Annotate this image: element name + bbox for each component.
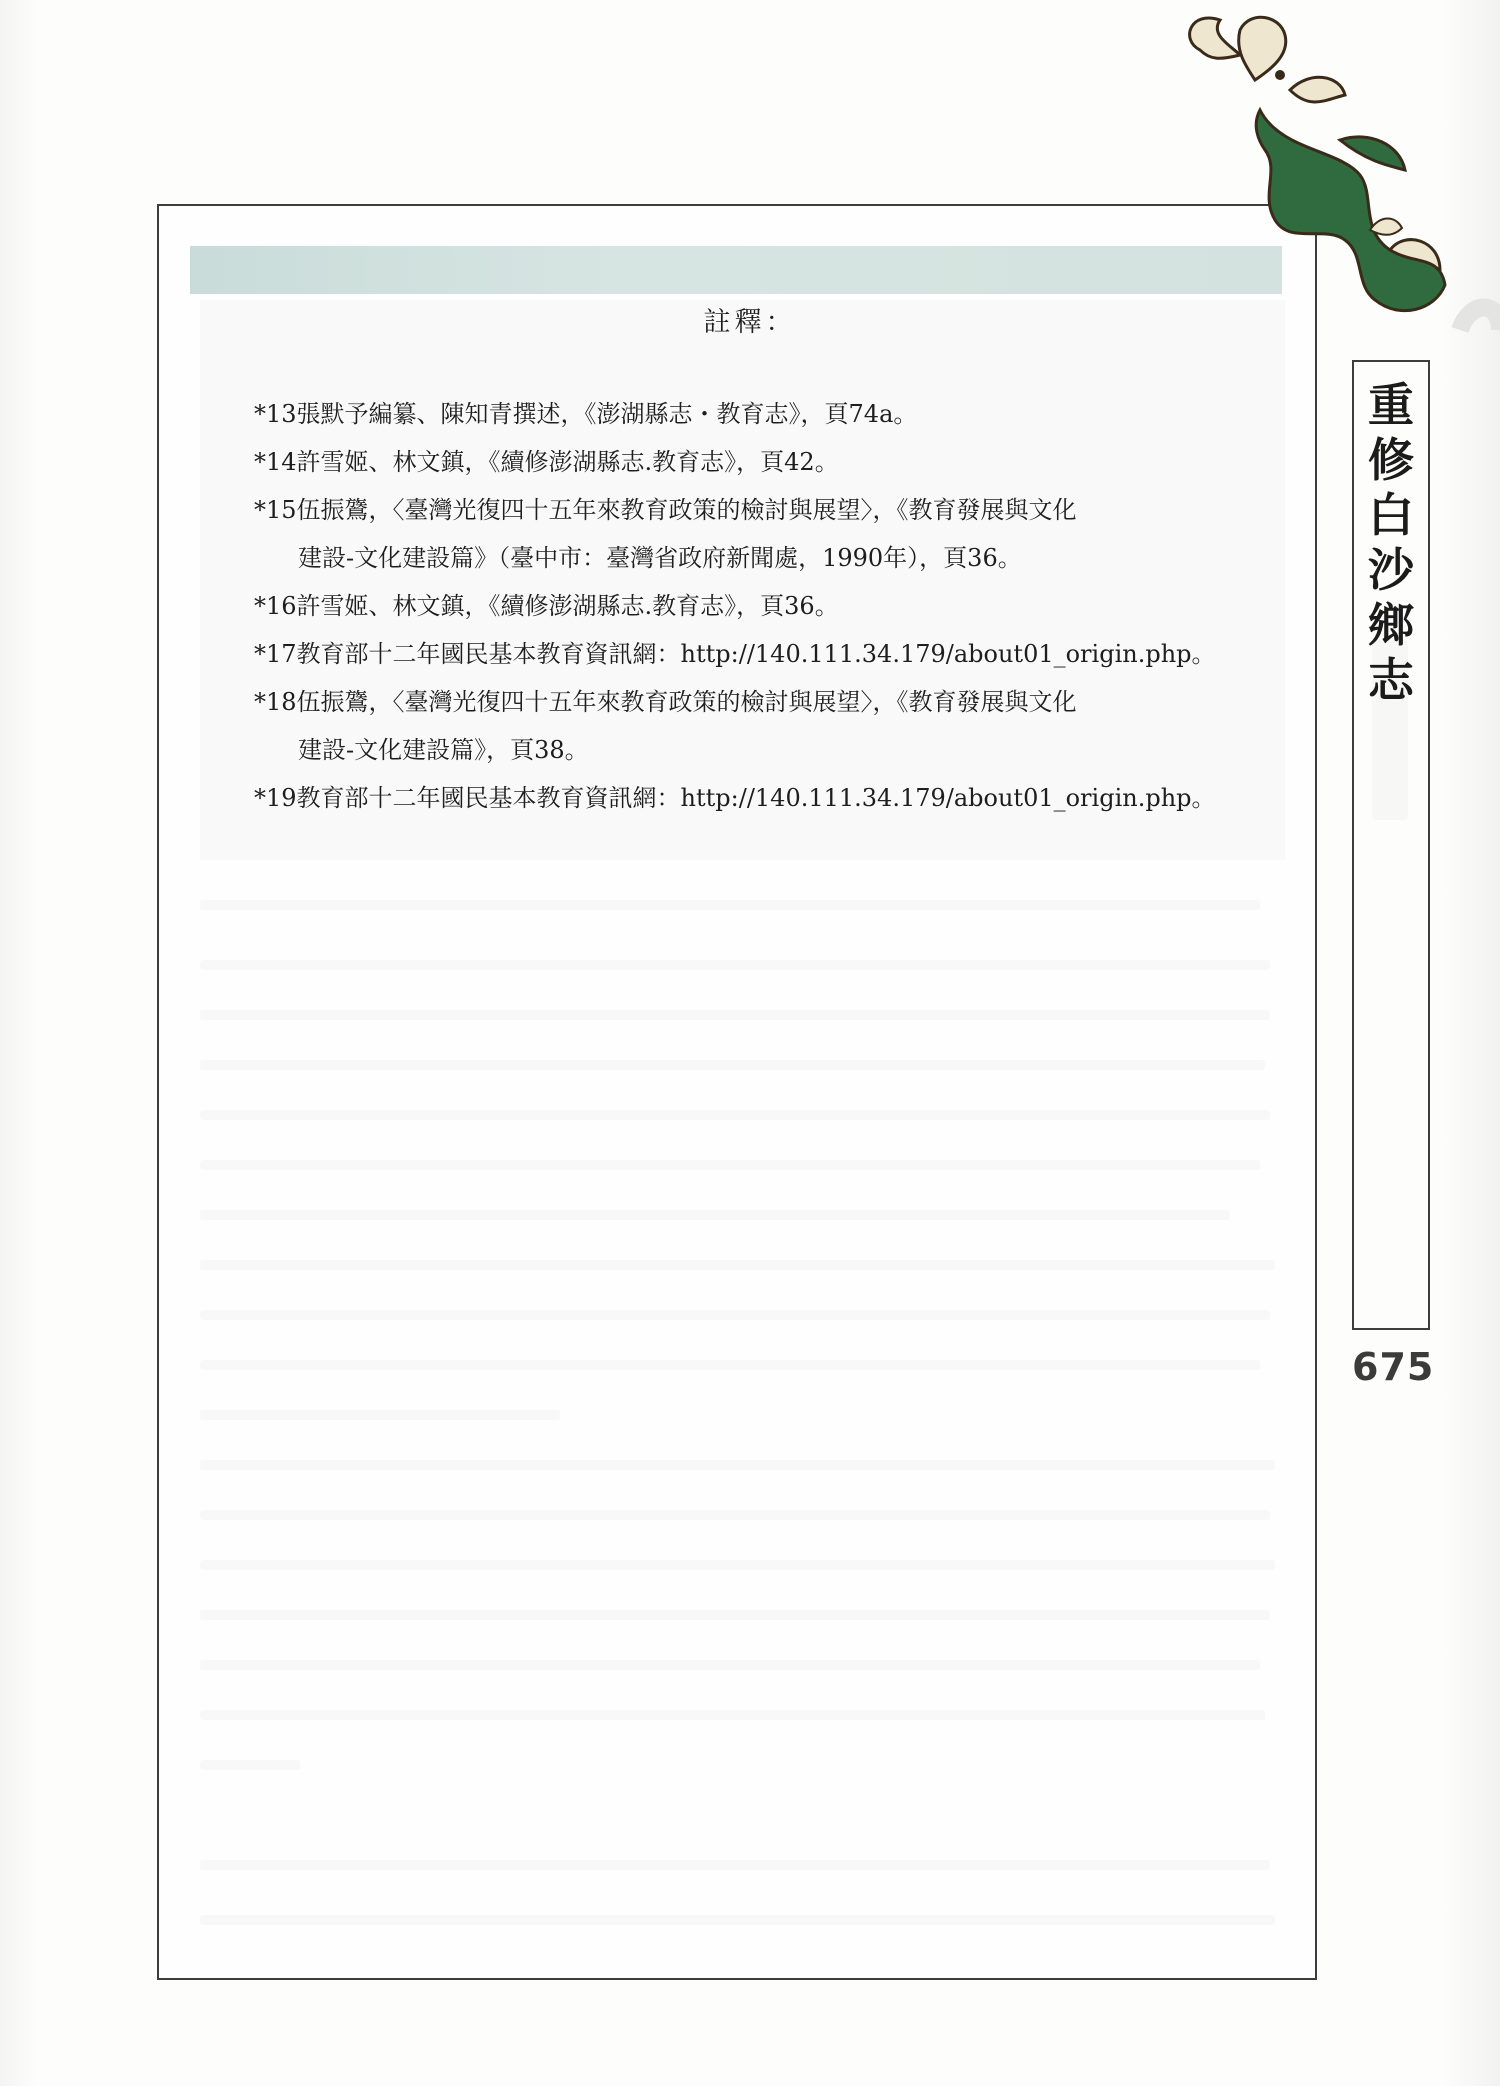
side-title-char: 志 [1368,653,1414,707]
show-through-line [200,1610,1270,1620]
side-title-char: 鄉 [1368,598,1414,652]
page-number: 675 [1352,1345,1435,1389]
side-title-char: 修 [1368,433,1414,487]
show-through-line [200,960,1270,970]
note-text: *14許雪姬、林文鎮，《續修澎湖縣志.教育志》，頁42。 [254,448,839,476]
note-text: *19教育部十二年國民基本教育資訊網：http://140.111.34.179/about01_origin.php。 [254,784,1216,812]
notes-list [254,390,1294,822]
show-through-line [200,1460,1275,1470]
header-band [190,246,1282,294]
show-through-line [200,900,1260,910]
note-continuation: 建設-文化建設篇》，頁38。 [298,736,589,764]
show-through-line [200,1710,1265,1720]
note-text: *16許雪姬、林文鎮，《續修澎湖縣志.教育志》，頁36。 [254,592,839,620]
note-text: *13張默予編纂、陳知青撰述，《澎湖縣志・教育志》，頁74a。 [254,400,918,428]
show-through-line [200,1360,1260,1370]
show-through-line [200,1160,1260,1170]
show-through-line [200,1510,1270,1520]
note-text: *18伍振鷟，〈臺灣光復四十五年來教育政策的檢討與展望〉，《教育發展與文化 [254,688,1077,716]
show-through-line [200,1310,1270,1320]
show-through-line [200,1760,300,1770]
note-text: *17教育部十二年國民基本教育資訊網：http://140.111.34.179/about01_origin.php。 [254,640,1216,668]
show-through-line [200,1410,560,1420]
show-through-line [200,1915,1275,1925]
note-continuation: 建設-文化建設篇》（臺中市：臺灣省政府新聞處，1990年），頁36。 [298,544,1022,572]
side-title-char: 重 [1368,378,1414,432]
side-title-char: 白 [1368,488,1414,542]
show-through-line [200,1060,1265,1070]
show-through-line [200,1110,1270,1120]
note-14 [254,438,1294,486]
note-16 [254,582,1294,630]
note-15 [254,486,1294,582]
note-13 [254,390,1294,438]
dragon-ornament-icon [1140,0,1500,360]
side-title [1352,378,1430,708]
show-through-line [200,1210,1230,1220]
show-through-line [200,1260,1275,1270]
show-through-line [200,1860,1270,1870]
notes-heading: 註釋： [703,307,797,338]
note-18 [254,678,1294,774]
note-text: *15伍振鷟，〈臺灣光復四十五年來教育政策的檢討與展望〉，《教育發展與文化 [254,496,1077,524]
note-17 [254,630,1294,678]
note-19 [254,774,1294,822]
show-through-line [200,1660,1260,1670]
show-through-line [200,1560,1275,1570]
side-title-char: 沙 [1368,543,1414,597]
show-through-line [200,1010,1270,1020]
